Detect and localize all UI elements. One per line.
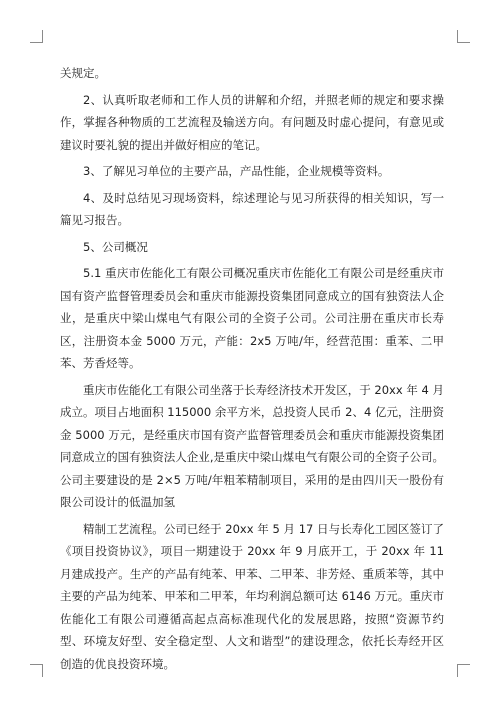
paragraph-process-and-products: 精制工艺流程。公司已经于 20xx 年 5 月 17 日与长寿化工园区签订了《项目投资协议》，项目一期建设于 20xx 年 9 月底开工，于 20xx 年 11 月建成投产。生产的产品有纯苯、甲苯、二甲苯、非芳烃、重质苯等，其中主要的产品为纯苯、甲苯和二甲苯，年均利润总额可达 6146 万元。重庆市佐能化工有限公司遵循高起点高标准现代化的发展思路，按照“资源节约型、环境友好型、安全稳定型、人文和谐型”的建设理念，依托长寿经开区创造的优良投资环境。 — [60, 521, 444, 671]
paragraph-company-overview: 5.1 重庆市佐能化工有限公司概况重庆市佐能化工有限公司是经重庆市国有资产监督管理委员会和重庆市能源投资集团同意成立的国有独资法人企业，是重庆中梁山煤电气有限公司的全资子公司。公司注册在重庆市长寿区，注册资本金 5000 万元，产能：2x5 万吨/年，经营范围：重苯、二甲苯、芳香烃等。 — [60, 266, 444, 370]
crop-mark-bottom-right — [457, 664, 470, 677]
paragraph-continuation: 关规定。 — [60, 66, 106, 80]
crop-mark-top-left — [30, 30, 43, 43]
crop-mark-top-right — [457, 30, 470, 43]
crop-mark-bottom-left — [30, 664, 43, 677]
paragraph-item-3: 3、了解见习单位的主要产品，产品性能，企业规模等资料。 — [83, 164, 390, 178]
paragraph-item-4: 4、及时总结见习现场资料，综述理论与见习所获得的相关知识，写一篇见习报告。 — [60, 190, 444, 227]
document-body — [60, 62, 444, 675]
paragraph-item-2: 2、认真听取老师和工作人员的讲解和介绍，并照老师的规定和要求操作，掌握各种物质的工艺流程及输送方向。有问题及时虚心提问，有意见或建议时要礼貌的提出并做好相应的笔记。 — [60, 92, 444, 152]
paragraph-company-location: 重庆市佐能化工有限公司坐落于长寿经济技术开发区，于 20xx 年 4 月成立。项目占地面积 115000 余平方米，总投资人民币 2、4 亿元，注册资金 5000 万元，是经重庆市国有资产监督管理委员会和重庆市能源投资集团同意成立的国有独资法人企业,是重庆中梁山煤电气有限公司的全资子公司。公司主要建设的是 2×5 万吨/年粗苯精制项目，采用的是由四川天一股份有限公司设计的低温加氢 — [60, 382, 444, 509]
section-heading-company-overview: 5、公司概况 — [83, 239, 148, 254]
